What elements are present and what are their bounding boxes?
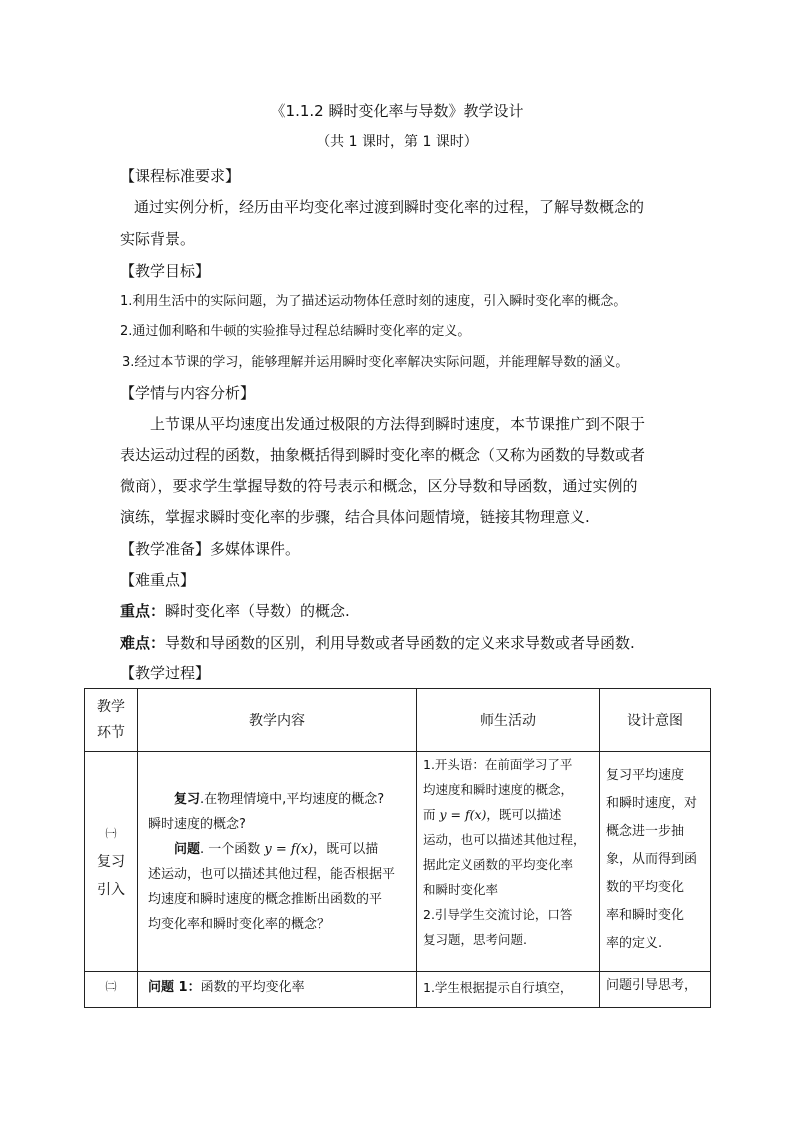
question-pre: . 一个函数 [200, 841, 261, 857]
standard-text-line-1: 通过实例分析，经历由平均变化率过渡到瞬时变化率的过程，了解导数概念的 [134, 198, 645, 216]
key-point-label: 重点： [120, 602, 166, 620]
row1-activity [417, 752, 600, 972]
prep-line [120, 536, 680, 562]
question-math: y = f(x) [264, 841, 314, 857]
analysis-line-2: 表达运动过程的函数，抽象概括得到瞬时变化率的概念（又称为函数的导数或者 [120, 446, 646, 464]
hard-point-text: 导数和导函数的区别，利用导数或者导函数的定义来求导数或者导函数. [165, 634, 635, 652]
activity-line-4: 运动，也可以描述其他过程， [423, 832, 586, 847]
table-row [85, 752, 711, 972]
header-step [85, 689, 138, 752]
row2-step [85, 972, 138, 1008]
intent-line-1: 复习平均速度 [606, 768, 685, 783]
row1-content [138, 752, 417, 972]
row2-content [138, 972, 417, 1008]
row1-question-line-1 [148, 837, 406, 862]
prep-heading: 【教学准备】 [120, 540, 211, 558]
header-step-line-2: 环节 [97, 725, 125, 741]
row2-activity [417, 972, 600, 1008]
row1-intent [600, 752, 711, 972]
activity-line-3 [423, 802, 593, 827]
standard-text-line-2: 实际背景。 [120, 230, 196, 248]
review-label: 复习 [174, 791, 201, 807]
key-point-text: 瞬时变化率（导数）的概念. [165, 602, 350, 620]
process-heading: 【教学过程】 [120, 664, 211, 682]
header-activity: 师生活动 [417, 689, 600, 752]
document-title: 《1.1.2 瞬时变化率与导数》教学设计 [270, 102, 524, 120]
table-header-row [85, 689, 711, 752]
activity-line-1: 1.开头语：在前面学习了平 [423, 757, 573, 772]
activity-line-5: 据此定义函数的平均变化率 [423, 857, 574, 872]
analysis-line-3: 微商），要求学生掌握导数的符号表示和概念，区分导数和导函数，通过实例的 [120, 477, 638, 495]
row1-question-line-2: 述运动，也可以描述其他过程，能否根据平 [148, 866, 396, 882]
difficulty-heading: 【难重点】 [120, 571, 196, 589]
intent-line-4: 象，从而得到函 [606, 852, 698, 867]
row1-step-number: ㈠ [105, 826, 117, 840]
activity-line-8: 复习题，思考问题. [423, 932, 527, 947]
intent-line-3: 概念进一步抽 [606, 824, 685, 839]
hard-point-label: 难点： [120, 634, 166, 652]
analysis-line-1: 上节课从平均速度出发通过极限的方法得到瞬时速度，本节课推广到不限于 [150, 415, 646, 433]
analysis-line-4: 演练，掌握求瞬时变化率的步骤，结合具体问题情境，链接其物理意义. [120, 508, 590, 526]
activity-pre: 而 [423, 807, 436, 822]
goal-item-1: 1.利用生活中的实际问题，为了描述运动物体任意时刻的速度，引入瞬时变化率的概念。 [120, 294, 627, 309]
header-content: 教学内容 [138, 689, 417, 752]
document-subtitle: （共 1 课时，第 1 课时） [316, 134, 478, 150]
standard-heading: 【课程标准要求】 [120, 167, 241, 185]
header-intent: 设计意图 [600, 689, 711, 752]
header-step-line-1: 教学 [97, 699, 125, 715]
table-row [85, 972, 711, 1008]
question-post: ，既可以描 [313, 841, 379, 857]
activity-line-2: 均速度和瞬时速度的概念， [423, 782, 574, 797]
goal-item-2: 2.通过伽利略和牛顿的实验推导过程总结瞬时变化率的定义。 [120, 324, 471, 339]
goal-item-3: 3.经过本节课的学习，能够理解并运用瞬时变化率解决实际问题，并能理解导数的涵义。 [122, 355, 629, 370]
row1-question-line-3: 均速度和瞬时速度的概念推断出函数的平 [148, 891, 383, 907]
goals-heading: 【教学目标】 [120, 262, 211, 280]
row2-intent [600, 972, 711, 1008]
row1-step-line-2: 引入 [97, 881, 125, 898]
row1-question-line-4: 均变化率和瞬时变化率的概念？ [148, 916, 331, 932]
row2-question-line [148, 975, 406, 1000]
intent-line-6: 率和瞬时变化 [606, 908, 685, 923]
analysis-heading: 【学情与内容分析】 [120, 384, 256, 402]
row2-step-number: ㈡ [105, 980, 117, 993]
prep-text: 多媒体课件。 [210, 540, 301, 558]
hard-point-line [120, 630, 700, 656]
row2-question-label: 问题 1： [148, 980, 201, 995]
question-label: 问题 [174, 841, 201, 857]
row1-step-line-1: 复习 [97, 853, 125, 870]
intent-line-2: 和瞬时速度，对 [606, 796, 698, 811]
activity-line-6: 和瞬时变化率 [423, 882, 499, 897]
row1-review-line-1 [148, 787, 406, 812]
intent-line-7: 率的定义. [606, 936, 663, 951]
lesson-process-table [84, 688, 711, 1008]
activity-math: y = f(x) [439, 807, 487, 822]
activity-post: ，既可以描述 [486, 807, 562, 822]
row2-question-text: 函数的平均变化率 [200, 980, 305, 995]
row1-review-line-2: 瞬时速度的概念? [148, 816, 246, 832]
row2-activity-line-1: 1.学生根据提示自行填空， [423, 980, 573, 995]
activity-line-7: 2.引导学生交流讨论，口答 [423, 907, 573, 922]
row2-intent-line-1: 问题引导思考， [606, 978, 698, 993]
key-point-line [120, 598, 680, 624]
review-text: .在物理情境中,平均速度的概念? [200, 791, 385, 807]
row1-step [85, 752, 138, 972]
intent-line-5: 数的平均变化 [606, 880, 685, 895]
